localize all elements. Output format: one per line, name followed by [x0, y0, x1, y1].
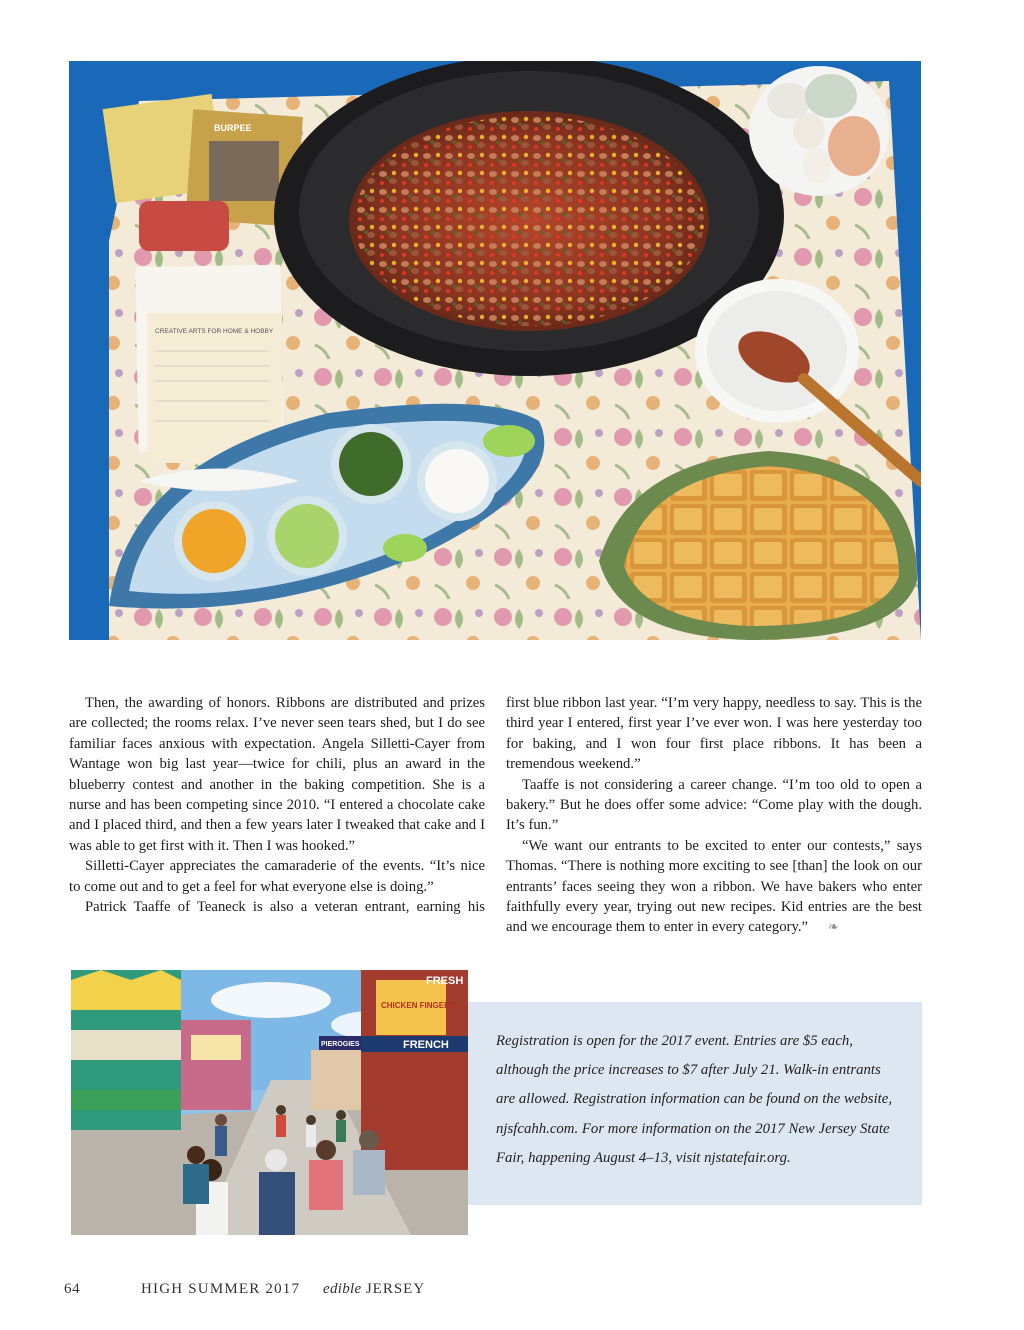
article-paragraph: Taaffe is not considering a career change. “I’m too old to open a bakery.” But he does offer some advice: “Come play with the dough. It’s fun.” — [506, 776, 922, 834]
article-right-column — [506, 693, 922, 938]
page-number: 64 — [64, 1281, 81, 1297]
sign-chicken-fingers: CHICKEN FINGERS — [381, 1001, 456, 1010]
egg-bowl — [749, 66, 889, 196]
hero-photo — [69, 61, 921, 640]
brand-edible: edible — [323, 1281, 362, 1297]
entry-card — [135, 265, 283, 463]
article-paragraph: first blue ribbon last year. “I’m very happy, needless to say. This is the third year I entered, first year I’ve ever won. I was here yesterday too for baking, and I won four first place ribbons. It has been a tremendous weekend.” — [506, 695, 922, 773]
sign-french: FRENCH — [403, 1039, 449, 1051]
page-footer — [64, 1281, 425, 1301]
entry-card-heading: CREATIVE ARTS FOR HOME & HOBBY — [155, 328, 274, 335]
article-left-column — [69, 693, 485, 917]
fairground-illustration — [71, 970, 468, 1235]
chili-table-illustration — [69, 61, 921, 640]
sign-pierogies: PIEROGIES — [321, 1041, 360, 1048]
article-paragraph: Patrick Taaffe of Teaneck is also a veteran entrant, earning his — [85, 899, 485, 916]
issue-name: HIGH SUMMER 2017 — [141, 1281, 301, 1297]
article-paragraph-final — [506, 836, 922, 938]
end-mark-icon: ❧ — [828, 919, 839, 935]
article-paragraph: Silletti-Cayer appreciates the camaraderie of the events. “It’s nice to come out and to get a feel for what everyone else is doing.” — [69, 858, 485, 895]
sign-fresh: FRESH — [426, 975, 464, 987]
article-paragraph-text: “We want our entrants to be excited to enter our contests,” says Thomas. “There is nothing more exciting to see [than] the look on our entrants’ faces seeing they won a ribbon. We have bakers who enter faithfully every year, trying out new recipes. Kid entries are the best and we encourage them to enter in every category.” — [506, 837, 922, 936]
fair-photo — [71, 970, 468, 1235]
article-paragraph: Then, the awarding of honors. Ribbons are distributed and prizes are collected; the rooms relax. I’ve never seen tears shed, but I do see familiar faces anxious with expectation. Angela Silletti-Cayer from Wantage won big last year—twice for chili, plus an award in the blueberry contest and another in the baking competition. She is a nurse and has been competing since 2010. “I entered a chocolate cake and I placed third, and then a few years later I tweaked that cake and I was able to get first with it. Then I was hooked.” — [69, 695, 485, 854]
registration-info-box — [468, 1002, 922, 1205]
seed-packet-brand: BURPEE — [214, 123, 252, 133]
registration-info-text: Registration is open for the 2017 event. Entries are $5 each, although the price increases to $7 after July 21. Walk-in entrants are allowed. Registration information can be found on the website, njsfcahh.com. For more information on the 2017 New Jersey State Fair, happening August 4–13, visit njstatefair.org. — [496, 1033, 893, 1166]
brand-jersey: JERSEY — [365, 1281, 426, 1297]
